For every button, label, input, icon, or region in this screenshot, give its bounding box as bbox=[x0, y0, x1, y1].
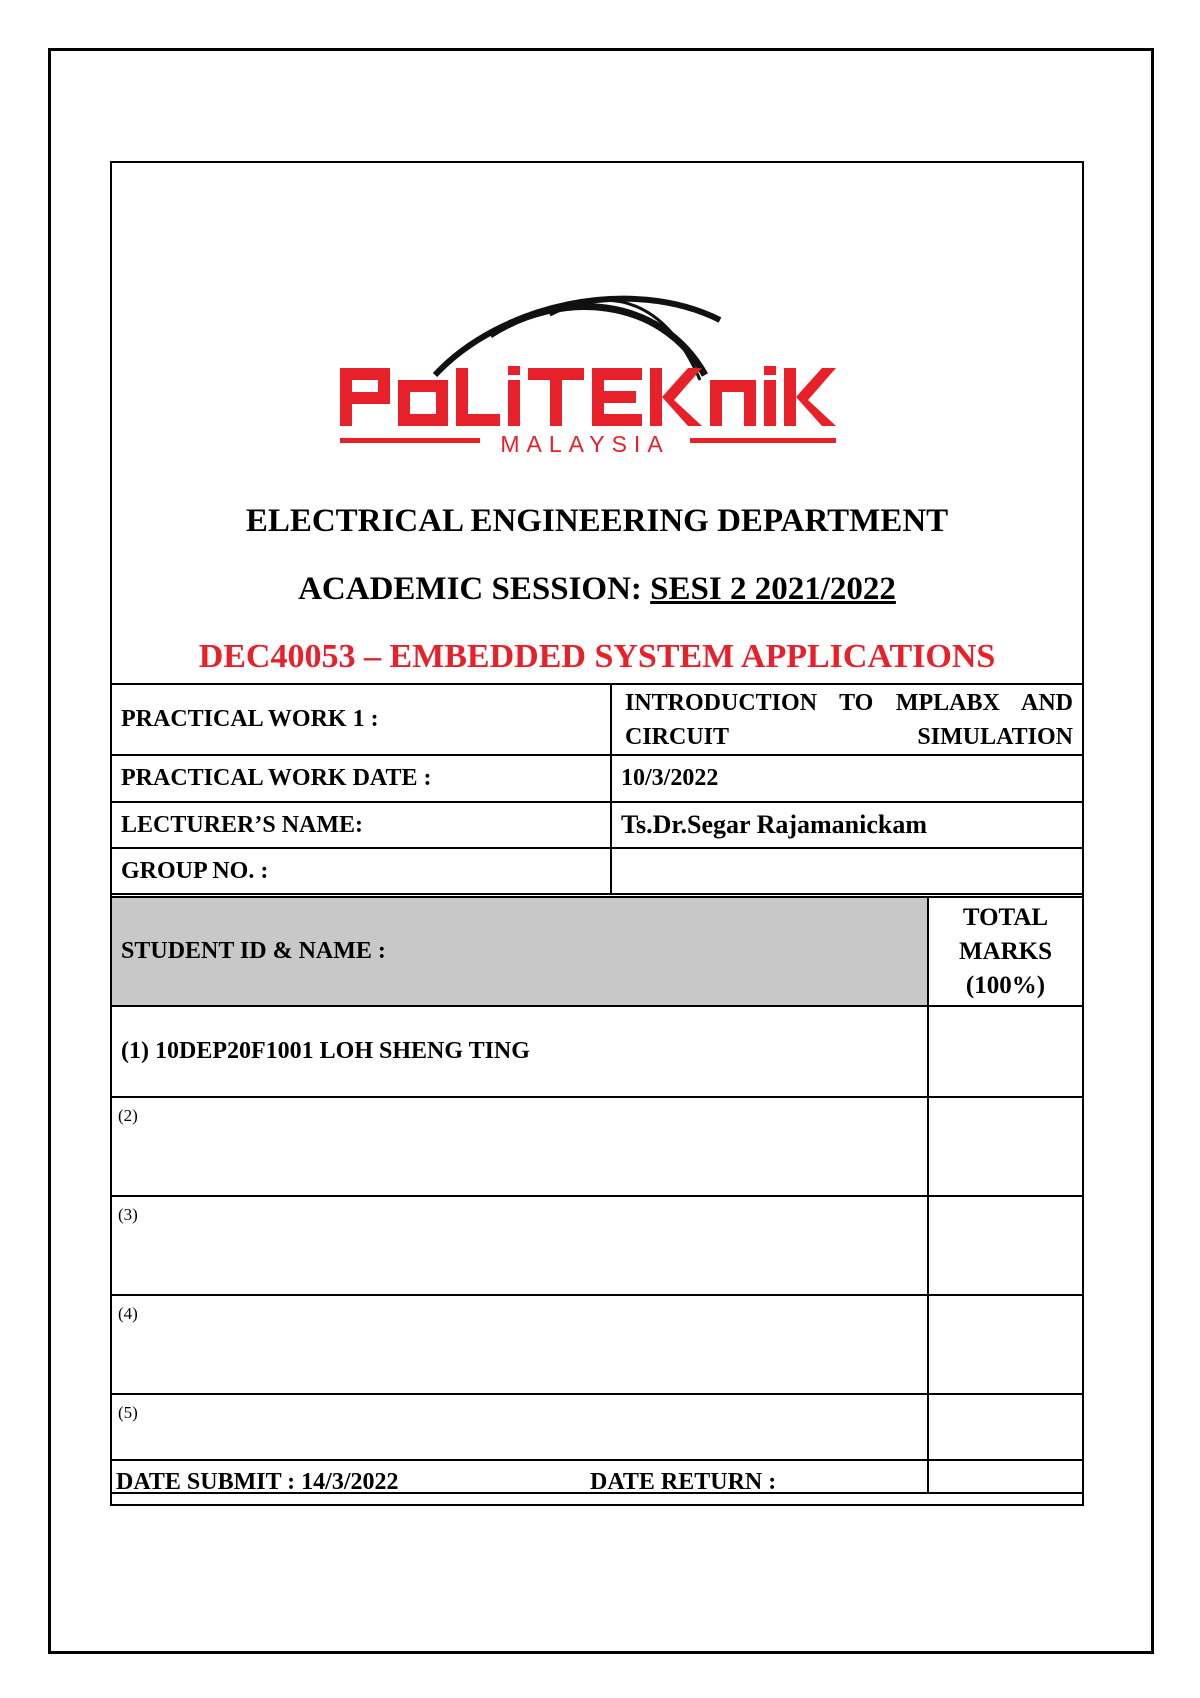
group-row bbox=[111, 848, 1083, 894]
student-row bbox=[111, 1006, 1083, 1097]
practical-work-row bbox=[111, 684, 1083, 755]
practical-info-table bbox=[110, 683, 1084, 895]
marks-header-line1: TOTAL bbox=[962, 903, 1049, 931]
student-id-name-header: STUDENT ID & NAME : bbox=[111, 897, 928, 1006]
student-row bbox=[111, 1097, 1083, 1196]
session-value: SESI 2 2021/2022 bbox=[650, 571, 896, 607]
students-table bbox=[110, 896, 1084, 1494]
academic-session bbox=[110, 571, 1084, 608]
marks-header-line3: (100%) bbox=[965, 971, 1046, 999]
practical-work-label: PRACTICAL WORK 1 : bbox=[111, 684, 611, 755]
student-marks-cell[interactable] bbox=[928, 1196, 1083, 1295]
practical-date-value: 10/3/2022 bbox=[611, 755, 1083, 802]
course-title: DEC40053 – EMBEDDED SYSTEM APPLICATIONS bbox=[198, 638, 996, 675]
practical-date-label: PRACTICAL WORK DATE : bbox=[111, 755, 611, 802]
date-submit: DATE SUBMIT : 14/3/2022 bbox=[116, 1469, 399, 1495]
group-label: GROUP NO. : bbox=[111, 848, 611, 894]
politeknik-logo-graphic bbox=[340, 280, 860, 460]
logo-subtitle: MALAYSIA bbox=[500, 431, 670, 457]
practical-date-row bbox=[111, 755, 1083, 802]
lecturer-value: Ts.Dr.Segar Rajamanickam bbox=[611, 802, 1083, 848]
student-entry: (1) 10DEP20F1001 LOH SHENG TING bbox=[111, 1006, 928, 1097]
total-marks-header bbox=[928, 897, 1083, 1006]
session-label: ACADEMIC SESSION: bbox=[298, 571, 642, 607]
department-heading: ELECTRICAL ENGINEERING DEPARTMENT bbox=[245, 503, 949, 539]
student-entry[interactable]: (2) bbox=[111, 1097, 928, 1196]
student-entry[interactable]: (5) bbox=[111, 1394, 928, 1493]
student-row bbox=[111, 1196, 1083, 1295]
student-marks-cell[interactable] bbox=[928, 1295, 1083, 1394]
marks-header-line2: MARKS bbox=[958, 937, 1053, 965]
student-entry[interactable]: (4) bbox=[111, 1295, 928, 1394]
group-value[interactable] bbox=[611, 848, 1083, 894]
students-header-row bbox=[111, 897, 1083, 1006]
student-row bbox=[111, 1295, 1083, 1394]
student-marks-cell[interactable] bbox=[928, 1006, 1083, 1097]
practical-work-title: INTRODUCTION TO MPLABX AND CIRCUIT SIMULATION bbox=[611, 684, 1083, 755]
lecturer-label: LECTURER’S NAME: bbox=[111, 802, 611, 848]
politeknik-logo bbox=[340, 280, 860, 460]
dates-footer bbox=[110, 1459, 1084, 1506]
student-entry[interactable]: (3) bbox=[111, 1196, 928, 1295]
student-marks-cell[interactable] bbox=[928, 1097, 1083, 1196]
date-return: DATE RETURN : bbox=[590, 1469, 777, 1495]
lecturer-row bbox=[111, 802, 1083, 848]
